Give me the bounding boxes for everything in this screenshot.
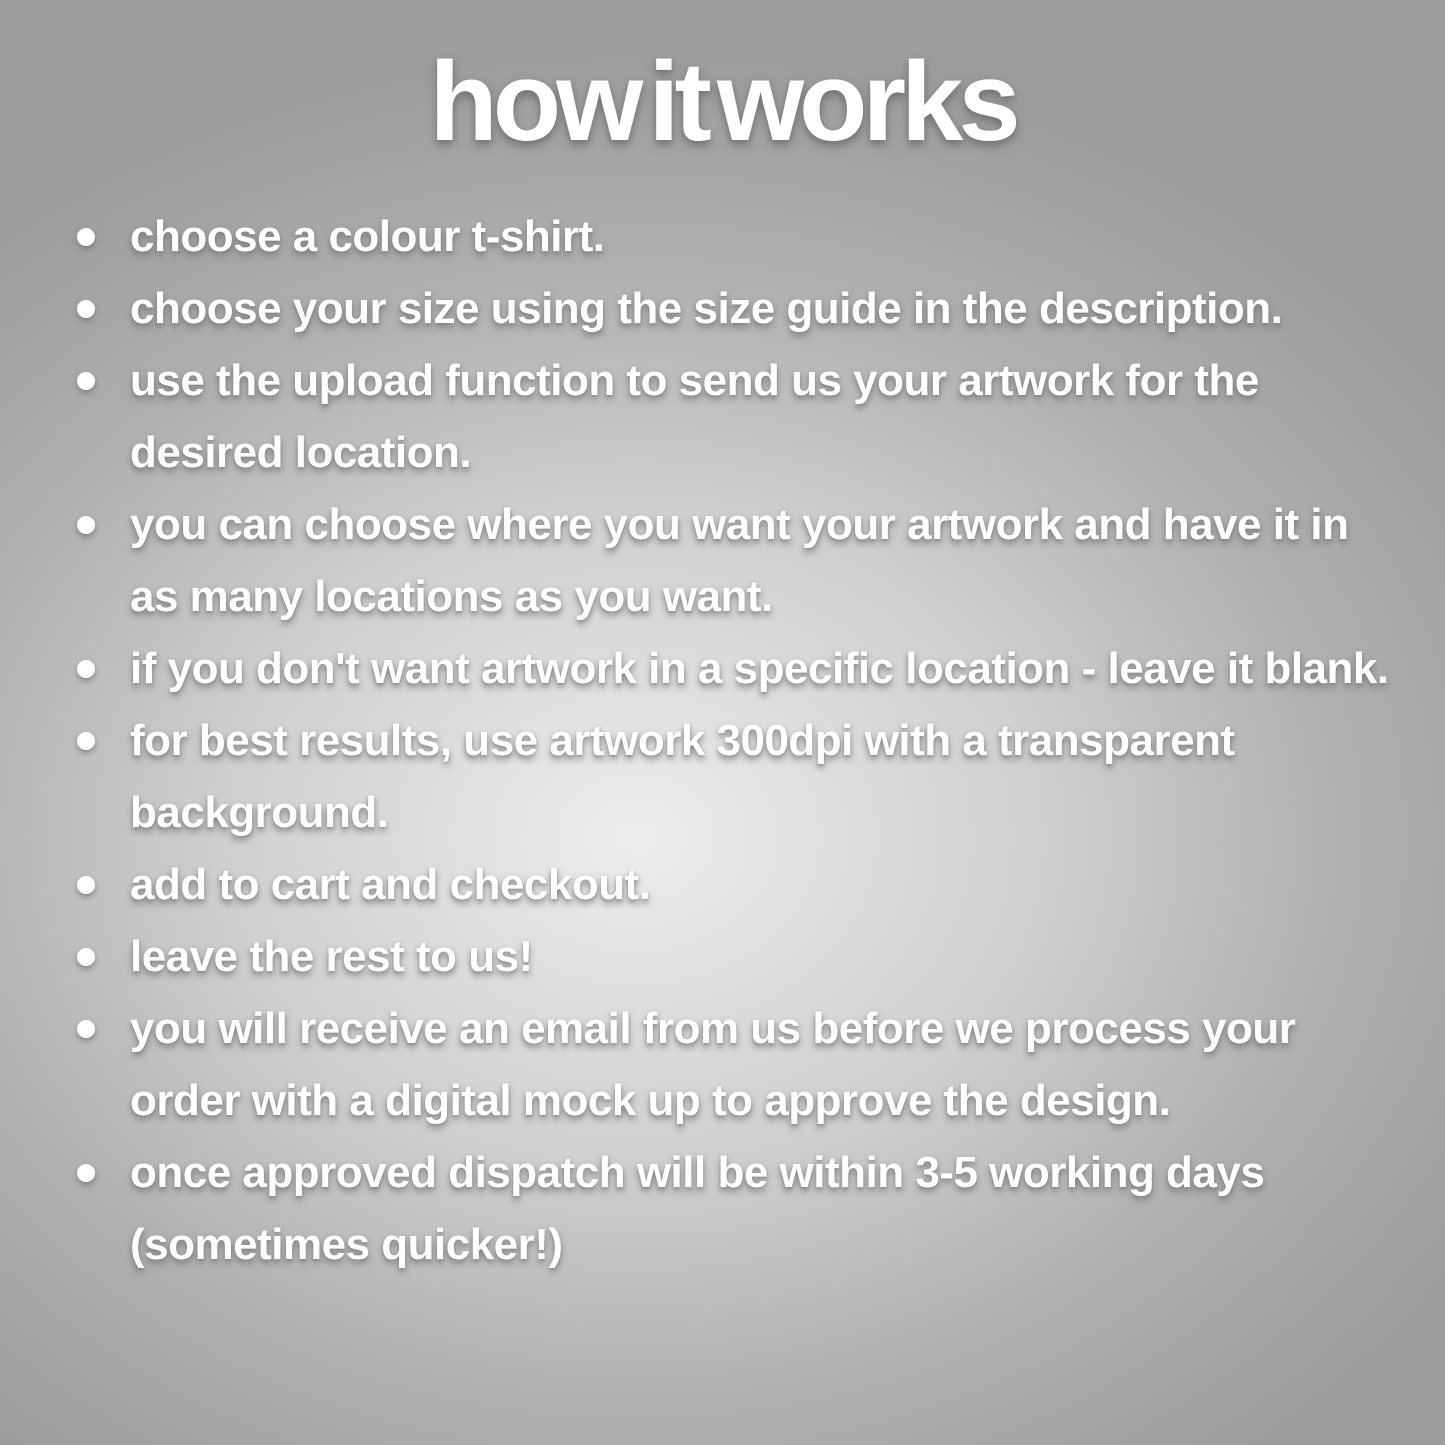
bullet-dot-icon bbox=[77, 372, 95, 390]
step-text: once approved dispatch will be within 3-5 working days (sometimes quicker!) bbox=[130, 1148, 1265, 1270]
step-item bbox=[0, 201, 1405, 273]
step-item bbox=[0, 633, 1405, 705]
bullet-dot-icon bbox=[77, 516, 95, 534]
step-text: choose a colour t-shirt. bbox=[130, 212, 605, 262]
steps-list bbox=[0, 201, 1445, 1281]
bullet-dot-icon bbox=[77, 660, 95, 678]
step-text: choose your size using the size guide in the description. bbox=[130, 284, 1283, 334]
step-text: use the upload function to send us your artwork for the desired location. bbox=[130, 356, 1259, 478]
step-text: for best results, use artwork 300dpi with a transparent background. bbox=[130, 716, 1235, 838]
step-text: if you don't want artwork in a specific location - leave it blank. bbox=[130, 644, 1389, 694]
step-text: leave the rest to us! bbox=[130, 932, 533, 982]
step-item bbox=[0, 345, 1405, 489]
page-title: how it works bbox=[429, 39, 1016, 164]
step-item bbox=[0, 993, 1405, 1137]
bullet-dot-icon bbox=[77, 1164, 95, 1182]
step-item bbox=[0, 921, 1405, 993]
step-item bbox=[0, 273, 1405, 345]
step-text: you can choose where you want your artwork and have it in as many locations as you want. bbox=[130, 500, 1349, 622]
step-item bbox=[0, 1137, 1405, 1281]
step-item bbox=[0, 705, 1405, 849]
bullet-dot-icon bbox=[77, 228, 95, 246]
bullet-dot-icon bbox=[77, 300, 95, 318]
step-text: you will receive an email from us before we process your order with a digital mock up to approve the design. bbox=[130, 1004, 1296, 1126]
bullet-dot-icon bbox=[77, 948, 95, 966]
bullet-dot-icon bbox=[77, 1020, 95, 1038]
step-text: add to cart and checkout. bbox=[130, 860, 651, 910]
bullet-dot-icon bbox=[77, 732, 95, 750]
step-item bbox=[0, 849, 1405, 921]
bullet-dot-icon bbox=[77, 876, 95, 894]
step-item bbox=[0, 489, 1405, 633]
